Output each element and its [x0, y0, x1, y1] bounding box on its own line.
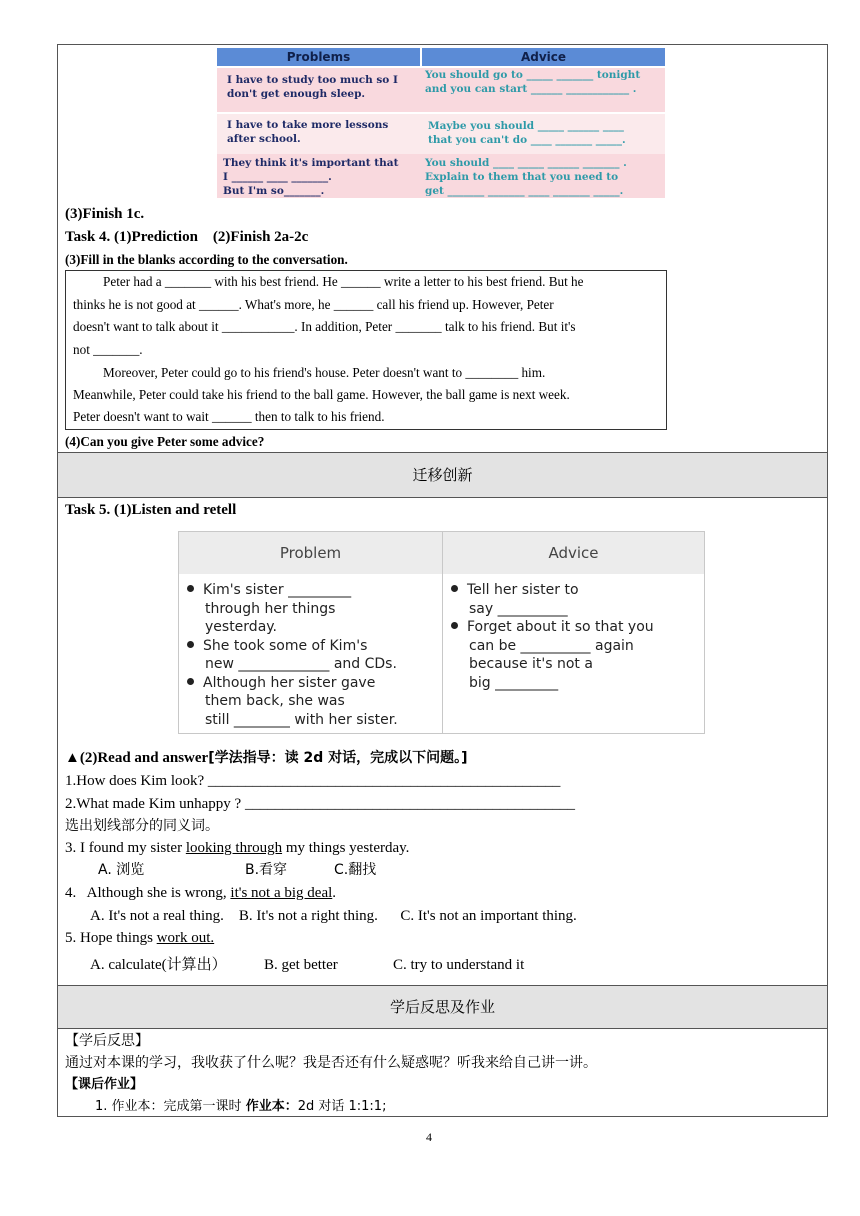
task4-advice-question: (4)Can you give Peter some advice? [65, 434, 265, 449]
advice-line: You should go to _____ _______ tonight [425, 69, 641, 81]
problems-advice-table [217, 48, 665, 198]
kim-problem-header: Problem [179, 532, 442, 574]
section-reflection-band [58, 986, 827, 1028]
homework-label: 【课后作业】 [65, 1077, 144, 1092]
homework-number: 1. [95, 1099, 108, 1114]
divider [57, 1028, 828, 1029]
q3-underlined: looking through [185, 840, 283, 856]
kim-advice-header: Advice [443, 532, 704, 574]
q5-underlined: work out. [156, 930, 215, 946]
question-2: 2.What made Kim unhappy ? ____________________________________________ [65, 796, 575, 812]
problem-line: I have to take more lessons [227, 119, 389, 131]
kim-advice-line: Tell her sister to [467, 582, 579, 598]
section-transfer-title: 迁移创新 [412, 466, 473, 484]
advice-line: Explain to them that you need to [425, 171, 619, 183]
q5-option-b: B. get better [264, 957, 338, 973]
divider [57, 985, 828, 986]
passage-line: Meanwhile, Peter could take his friend to the ball game. However, the ball game is next week. [73, 387, 570, 402]
advice-line: Maybe you should _____ ______ ____ [428, 120, 624, 132]
question-4 [65, 883, 336, 903]
problems-header: Problems [217, 48, 420, 66]
q3-option-c: C.翻找 [334, 862, 377, 878]
divider [57, 452, 828, 453]
kim-problem-line: them back, she was [205, 693, 345, 709]
q3-option-b: B.看穿 [245, 862, 288, 878]
advice-line: that you can't do ____ _______ _____. [428, 134, 626, 146]
passage-box [65, 270, 667, 430]
bullet [187, 678, 194, 685]
bullet [451, 622, 458, 629]
bullet [187, 585, 194, 592]
section-reflection-title: 学后反思及作业 [389, 998, 495, 1016]
passage-line: Peter had a _______ with his best friend. He ______ write a letter to his best friend. But he [103, 274, 584, 289]
read-answer-heading [65, 748, 468, 768]
section-transfer-band [58, 453, 827, 497]
kim-problem-line: Although her sister gave [203, 674, 376, 691]
homework-text: 作业本： [245, 1099, 298, 1114]
bullet [451, 585, 458, 592]
task3-finish: (3)Finish 1c. [65, 206, 145, 222]
q4-text: 4. Although she is wrong, [65, 885, 231, 901]
kim-problem-line: Kim's sister _________ [203, 582, 352, 598]
problem-line: after school. [227, 133, 301, 145]
page-number: 4 [426, 1130, 432, 1144]
question-3 [65, 838, 409, 858]
q4-options: A. It's not a real thing. B. It's not a right thing. C. It's not an important thing. [90, 908, 577, 924]
kim-advice-line: can be __________ again [469, 637, 634, 654]
task4-title: Task 4. (1)Prediction (2)Finish 2a-2c [65, 229, 309, 245]
kim-problem-line: She took some of Kim's [203, 637, 368, 654]
question-1: 1.How does Kim look? _______________________________________________ [65, 773, 561, 789]
problem-line: I have to study too much so I [227, 74, 398, 86]
problem-line: I ______ ____ _______. [223, 171, 332, 183]
triangle-icon: ▲ [65, 750, 80, 766]
homework-text: 作业本：完成第一课时 [111, 1099, 242, 1114]
advice-line: You should ____ _____ ______ _______ . [425, 157, 627, 169]
divider [57, 497, 828, 498]
kim-problem-line: yesterday. [205, 619, 278, 635]
q5-text: 5. Hope things [65, 930, 157, 946]
passage-line: not _______. [73, 342, 143, 357]
advice-line: and you can start ______ ____________ . [425, 83, 637, 95]
q4-text: . [332, 885, 337, 901]
task4-fill-instruction: (3)Fill in the blanks according to the conversation. [65, 252, 348, 267]
passage-line: Peter doesn't want to wait ______ then to talk to his friend. [73, 409, 385, 424]
q3-text: my things yesterday. [282, 840, 410, 856]
homework-text: 2d 对话 1:1:1; [297, 1099, 387, 1114]
kim-advice-line: because it's not a [469, 656, 593, 672]
question-5 [65, 928, 214, 948]
kim-advice-line: Forget about it so that you [467, 619, 654, 635]
q5-option-a: A. calculate(计算出） [90, 957, 227, 973]
read-answer-title: (2)Read and answer [79, 750, 209, 766]
task5-title: Task 5. (1)Listen and retell [65, 502, 237, 518]
bullet [187, 641, 194, 648]
problem-line: don't get enough sleep. [227, 88, 366, 100]
kim-problem-advice-table [178, 531, 705, 734]
kim-problem-line: still ________ with her sister. [205, 711, 398, 728]
q3-option-a: A. 浏览 [98, 862, 145, 878]
q5-option-c: C. try to understand it [393, 957, 525, 973]
passage-line: doesn't want to talk about it ___________. In addition, Peter _______ talk to his friend. But it's [73, 319, 576, 334]
advice-header: Advice [422, 48, 665, 66]
read-answer-guide: [学法指导：读 2d 对话，完成以下问题。] [208, 750, 468, 766]
passage-line: thinks he is not good at ______. What's more, he ______ call his friend up. However, Peter [73, 297, 554, 312]
kim-problem-line: through her things [205, 600, 336, 617]
q3-text: 3. I found my sister [65, 840, 186, 856]
kim-advice-line: big _________ [469, 674, 559, 691]
kim-problem-line: new _____________ and CDs. [205, 656, 397, 672]
reflection-label: 【学后反思】 [65, 1033, 149, 1049]
passage-line: Moreover, Peter could go to his friend's house. Peter doesn't want to ________ him. [103, 365, 546, 380]
problem-line: They think it's important that [223, 157, 399, 169]
reflection-text: 通过对本课的学习，我收获了什么呢？我是否还有什么疑惑呢？听我来给自己讲一讲。 [65, 1055, 597, 1071]
problem-line: But I'm so_______. [223, 185, 325, 197]
kim-advice-line: say __________ [469, 600, 568, 617]
q4-underlined: it's not a big deal [230, 885, 333, 901]
advice-line: get _______ _______ ____ _______ _____. [425, 185, 624, 197]
synonym-instruction: 选出划线部分的同义词。 [65, 818, 219, 834]
homework-item [95, 1097, 386, 1117]
